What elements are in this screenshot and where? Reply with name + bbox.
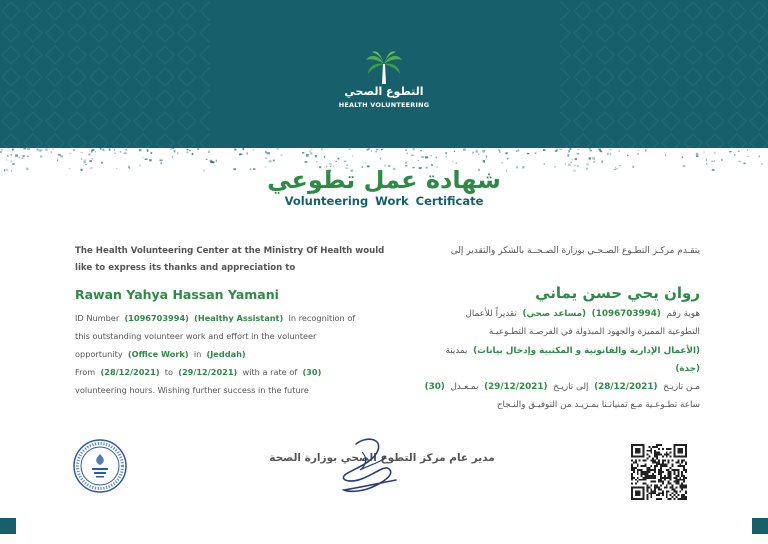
logo-english: HEALTH VOLUNTEERING <box>338 101 430 109</box>
body-en-line-1: ID Number (1096703994) (Healthy Assistant) In recognition of <box>75 313 356 323</box>
palm-tree-icon <box>364 50 404 86</box>
title-english: Volunteering Work Certificate <box>284 194 484 208</box>
recipient-name-arabic: روان يحي حسن يماني <box>535 284 700 302</box>
intro-arabic: يتقـدم مركـز التطـوع الصـحـي بوزارة الصـحــة بالشكر والتقدير إلى <box>450 246 700 256</box>
from-date-ar: (28/12/2021) <box>594 382 658 393</box>
logo <box>324 50 444 114</box>
opportunity-ar: (الأعمال الإدارية والقانونية و المكتبية وإدخال بيانات) <box>473 345 700 356</box>
to-date-en: (29/12/2021) <box>178 367 238 377</box>
signature-icon <box>316 434 426 500</box>
body-ar-line-5: مـن تاريـخ (28/12/2021) إلى تاريـخ (29/12/2021) بمـعـدل (30) <box>424 382 700 393</box>
body-ar-line-6: ساعة تطـوعـية مـع تمنياتـنا بمـزيـد من التوفيـق والنـجاح <box>496 400 700 411</box>
logo-arabic: التطوع الصحي <box>344 85 424 98</box>
hours-ar: (30) <box>424 382 445 393</box>
city-en: (Jeddah) <box>206 349 246 359</box>
body-ar-line-2: التطوعية المميزة والجهود المبذولة في الفرصـة التطـوعيـة <box>488 327 700 338</box>
corner-bottom-left <box>0 518 16 534</box>
body-ar-line-3: (الأعمال الإدارية والقانونية و المكتبية وإدخال بيانات) بمدينة <box>445 345 700 356</box>
body-english <box>75 309 395 399</box>
from-date-en: (28/12/2021) <box>100 367 160 377</box>
corner-bottom-right <box>752 518 768 534</box>
body-en-line-5: volunteering hours. Wishing further success in the future <box>75 385 309 395</box>
body-en-line-3: opportunity (Office Work) in (Jeddah) <box>75 349 246 359</box>
id-number-ar: (1096703994) <box>591 309 661 319</box>
id-number: (1096703994) <box>124 313 189 323</box>
qr-code-icon <box>631 444 687 500</box>
body-arabic <box>398 305 700 415</box>
body-en-line-4: From (28/12/2021) to (29/12/2021) with a rate of (30) <box>75 367 322 377</box>
health-volunteering-seal-icon <box>72 438 128 494</box>
recipient-name-english: Rawan Yahya Hassan Yamani <box>75 287 279 302</box>
role-ar: (مساعد صحي) <box>522 309 587 319</box>
intro-english: The Health Volunteering Center at the Ministry Of Health would like to express its thanks and appreciation to <box>75 246 385 273</box>
to-date-ar: (29/12/2021) <box>484 382 548 393</box>
role-en: (Healthy Assistant) <box>194 313 284 323</box>
title-arabic: شهادة عمل تطوعي <box>267 166 501 194</box>
body-en-line-2: this outstanding volunteer work and effort in the volunteer <box>75 331 317 341</box>
body-ar-line-4 <box>398 360 700 378</box>
body-ar-line-1: هوية رقم (1096703994) (مساعد صحي) تقديراً للأعمال <box>465 309 700 319</box>
hours-en: (30) <box>302 367 322 377</box>
city-ar: (جدة) <box>675 363 700 374</box>
opportunity-en: (Office Work) <box>127 349 189 359</box>
header-banner <box>0 0 768 148</box>
director-title: مدير عام مركز التطوع الصحي بوزارة الصحة <box>269 452 495 464</box>
